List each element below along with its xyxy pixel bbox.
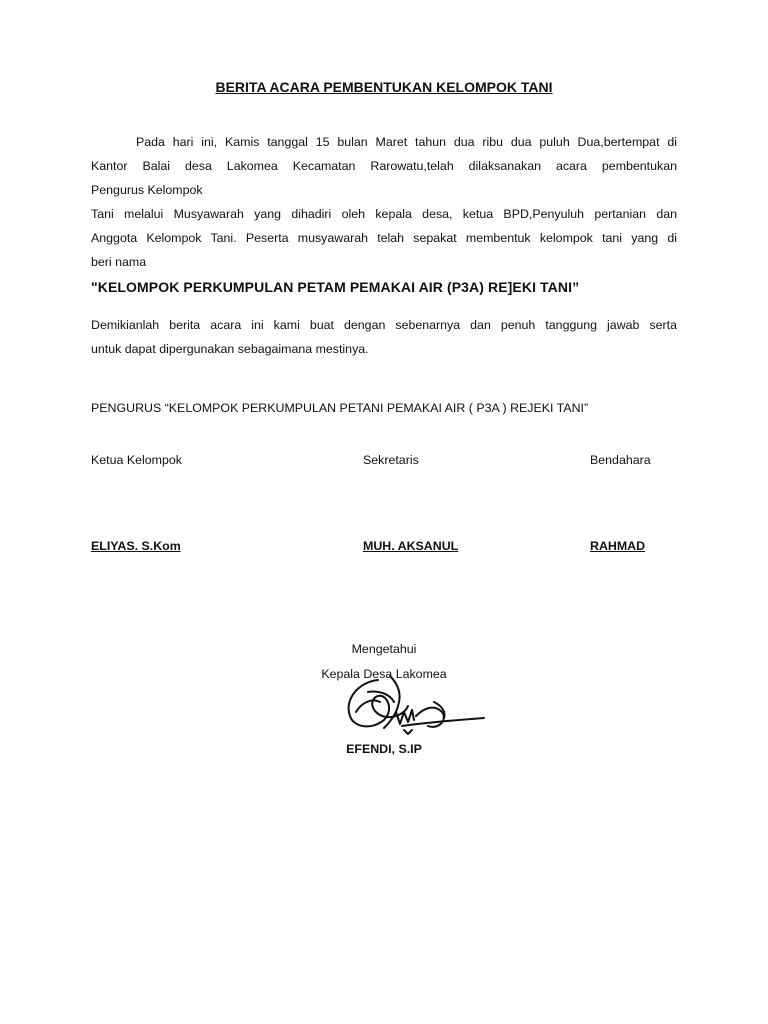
paragraph-line: Demikianlah berita acara ini kami buat dengan sebenarnya dan penuh tanggung jawab serta xyxy=(91,318,677,332)
paragraph-line: Pengurus Kelompok xyxy=(91,183,203,197)
document-title: BERITA ACARA PEMBENTUKAN KELOMPOK TANI xyxy=(215,79,553,95)
acknowledgement-position: Kepala Desa Lakomea xyxy=(321,667,447,681)
paragraph-line: Tani melalui Musyawarah yang dihadiri oleh kepala desa, ketua BPD,Penyuluh pertanian dan xyxy=(91,207,677,221)
paragraph-line: Pada hari ini, Kamis tanggal 15 bulan Maret tahun dua ribu dua puluh Dua,bertempat di xyxy=(136,135,677,149)
role-bendahara: Bendahara xyxy=(590,453,651,467)
name-bendahara: RAHMAD xyxy=(590,539,646,553)
signature-icon xyxy=(338,672,488,742)
opening-paragraph xyxy=(91,130,677,274)
role-sekretaris: Sekretaris xyxy=(363,453,419,467)
paragraph-line: untuk dapat dipergunakan sebagaimana mestinya. xyxy=(91,342,369,356)
role-ketua: Ketua Kelompok xyxy=(91,453,182,467)
acknowledgement-label: Mengetahui xyxy=(351,642,417,656)
closing-paragraph xyxy=(91,313,677,361)
paragraph-line: Kantor Balai desa Lakomea Kecamatan Rarowatu,telah dilaksanakan acara pembentukan xyxy=(91,159,677,173)
paragraph-line: Anggota Kelompok Tani. Peserta musyawarah telah sepakat membentuk kelompok tani yang di xyxy=(91,231,677,245)
pengurus-heading: PENGURUS “KELOMPOK PERKUMPULAN PETANI PEMAKAI AIR ( P3A ) REJEKI TANI” xyxy=(91,401,589,415)
name-sekretaris: MUH. AKSANUL xyxy=(363,539,459,553)
acknowledgement-name: EFENDI, S.IP xyxy=(346,742,422,756)
paragraph-line: beri nama xyxy=(91,255,147,269)
group-name-heading: "KELOMPOK PERKUMPULAN PETAM PEMAKAI AIR (P3A) RE]EKI TANI” xyxy=(91,279,580,295)
name-ketua: ELIYAS. S.Kom xyxy=(91,539,181,553)
